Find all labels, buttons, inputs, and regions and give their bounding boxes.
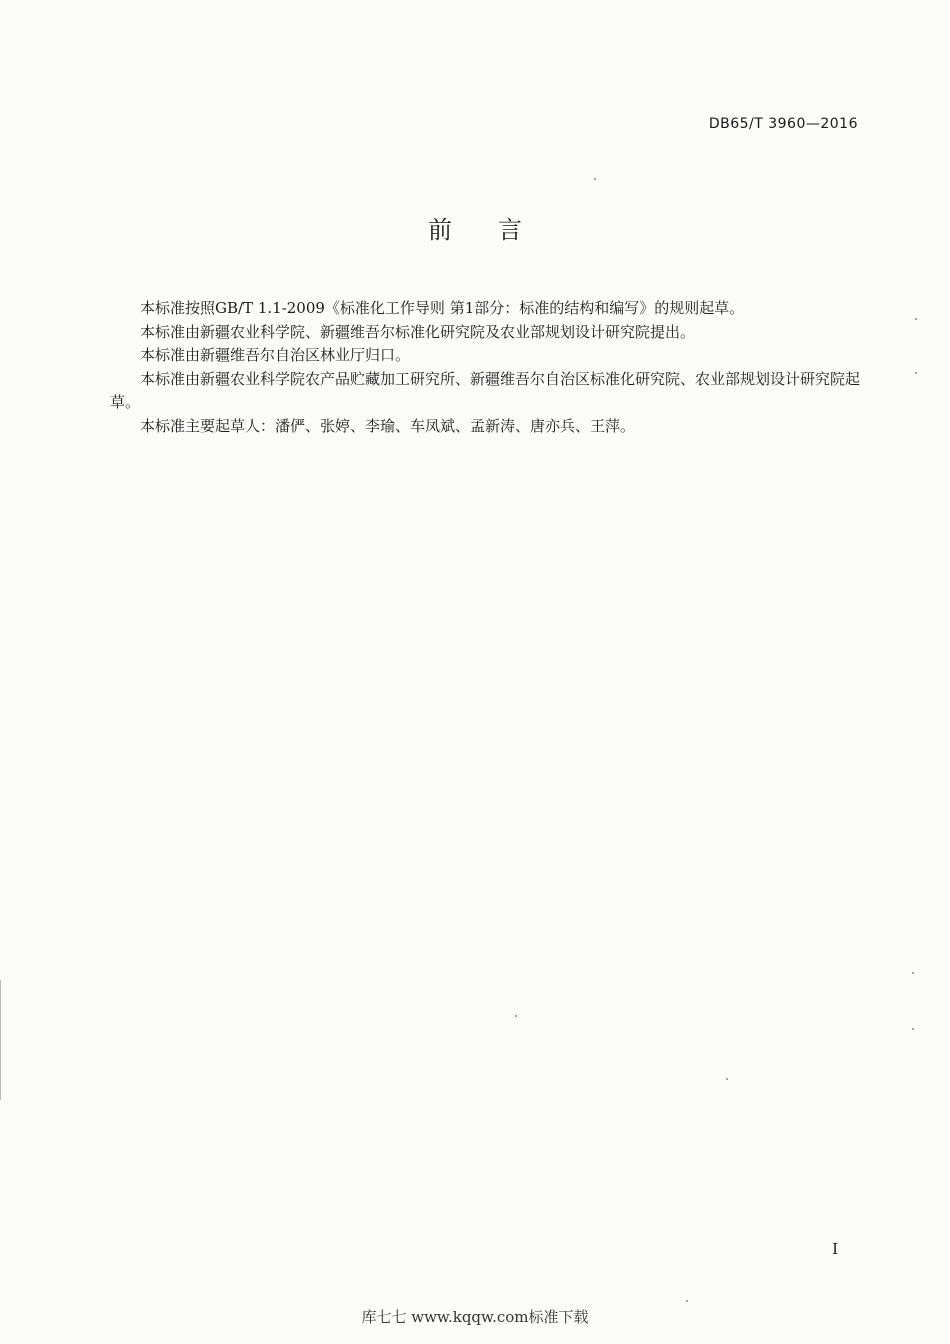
paragraph-centralized-by: 本标准由新疆维吾尔自治区林业厅归口。 <box>140 346 411 364</box>
footer-watermark: 库七七 www.kqqw.com标准下载 <box>361 1308 589 1326</box>
paragraph-drafted-by: 本标准由新疆农业科学院农产品贮藏加工研究所、新疆维吾尔自治区标准化研究院、农业部规划设计研究院起草。 <box>110 369 861 411</box>
scan-speck <box>912 972 914 974</box>
scan-speck <box>686 1300 688 1302</box>
body-text <box>110 297 860 438</box>
page-number: I <box>832 1240 838 1258</box>
scan-speck <box>915 372 917 374</box>
scan-edge-mark <box>0 980 1 1100</box>
paragraph-proposed-by: 本标准由新疆农业科学院、新疆维吾尔标准化研究院及农业部规划设计研究院提出。 <box>140 322 696 341</box>
document-code: DB65/T 3960—2016 <box>708 116 858 132</box>
scan-speck <box>515 1015 517 1017</box>
paragraph-main-drafters: 本标准主要起草人：潘俨、张婷、李瑜、车凤斌、孟新涛、唐亦兵、王萍。 <box>140 416 636 435</box>
scan-speck <box>726 1078 728 1080</box>
page-title: 前言 <box>428 216 568 244</box>
paragraph-drafting-rules: 本标准按照GB/T 1.1-2009《标准化工作导则 第1部分：标准的结构和编写》的规则起草。 <box>140 299 745 317</box>
scan-speck <box>915 318 917 320</box>
scan-speck <box>912 1028 914 1030</box>
scan-speck <box>594 178 596 180</box>
